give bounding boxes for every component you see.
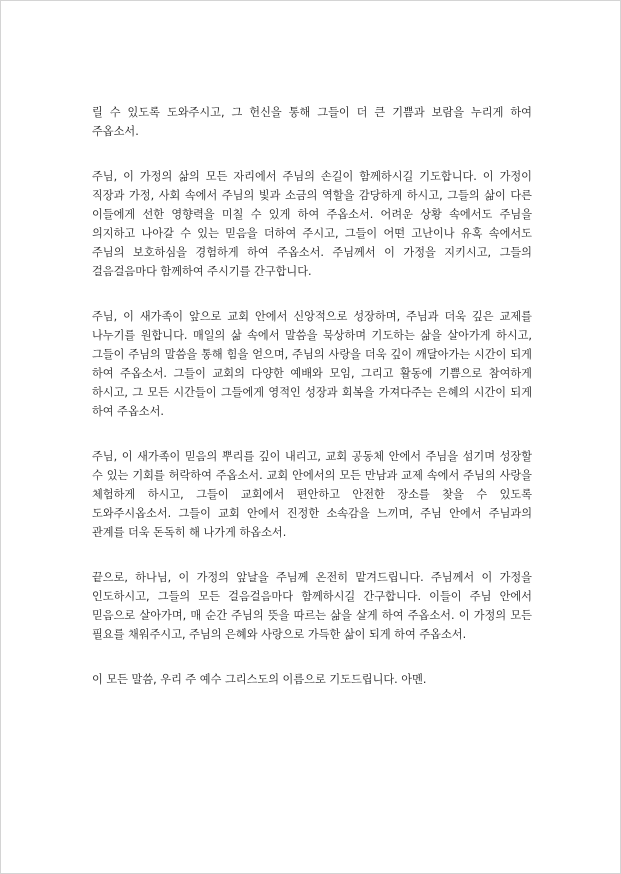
paragraph-6: 이 모든 말씀, 우리 주 예수 그리스도의 이름으로 기도드립니다. 아멘. [92, 673, 427, 686]
paragraph-5: 끝으로, 하나님, 이 가정의 앞날을 주님께 온전히 맡겨드립니다. 주님께서 이 가정을 인도하시고, 그들의 모든 걸음걸음마다 함께하시길 간구합니다. 이들이 주님 안에서 믿음으로 살아가며, 매 순간 주님의 뜻을 따르는 삶을 살게 하여 주옵소서. 이 가정의 모든 필요를 채워주시고, 주님의 은혜와 사랑으로 가득한 삶이 되게 하여 주옵소서. [92, 571, 532, 641]
paragraph-2: 주님, 이 가정의 삶의 모든 자리에서 주님의 손길이 함께하시길 기도합니다. 이 가정이 직장과 가정, 사회 속에서 주님의 빛과 소금의 역할을 감당하게 하시고, 그들의 삶이 다른 이들에게 선한 영향력을 미칠 수 있게 하여 주옵소서. 어려운 상황 속에서도 주님을 의지하고 나아갈 수 있는 믿음을 더하여 주시고, 그들이 어떤 고난이나 유혹 속에서도 주님의 보호하심을 경험하게 하여 주옵소서. 주님께서 이 가정을 지키시고, 그들의 걸음걸음마다 함께하여 주시기를 간구합니다. [92, 170, 532, 278]
paragraph-1: 릴 수 있도록 도와주시고, 그 헌신을 통해 그들이 더 큰 기쁨과 보람을 누리게 하여 주옵소서. [92, 106, 532, 138]
paragraph-3: 주님, 이 새가족이 앞으로 교회 안에서 신앙적으로 성장하며, 주님과 더욱 깊은 교제를 나누기를 원합니다. 매일의 삶 속에서 말씀을 묵상하며 기도하는 삶을 살아가게 하시고, 그들이 주님의 말씀을 통해 힘을 얻으며, 주님의 사랑을 더욱 깊이 깨달아가는 시간이 되게 하여 주옵소서. 그들이 교회의 다양한 예배와 모임, 그리고 활동에 기쁨으로 참여하게 하시고, 그 모든 시간들이 그들에게 영적인 성장과 회복을 가져다주는 은혜의 시간이 되게 하여 주옵소서. [92, 310, 532, 418]
paragraph-4: 주님, 이 새가족이 믿음의 뿌리를 깊이 내리고, 교회 공동체 안에서 주님을 섬기며 성장할 수 있는 기회를 허락하여 주옵소서. 교회 안에서의 모든 만남과 교제 속에서 주님의 사랑을 체험하게 하시고, 그들이 교회에서 편안하고 안전한 장소를 찾을 수 있도록 도와주시옵소서. 그들이 교회 안에서 진정한 소속감을 느끼며, 주님 안에서 주님과의 관계를 더욱 돈독히 해 나가게 하옵소서. [92, 450, 532, 539]
document-body [92, 103, 532, 689]
